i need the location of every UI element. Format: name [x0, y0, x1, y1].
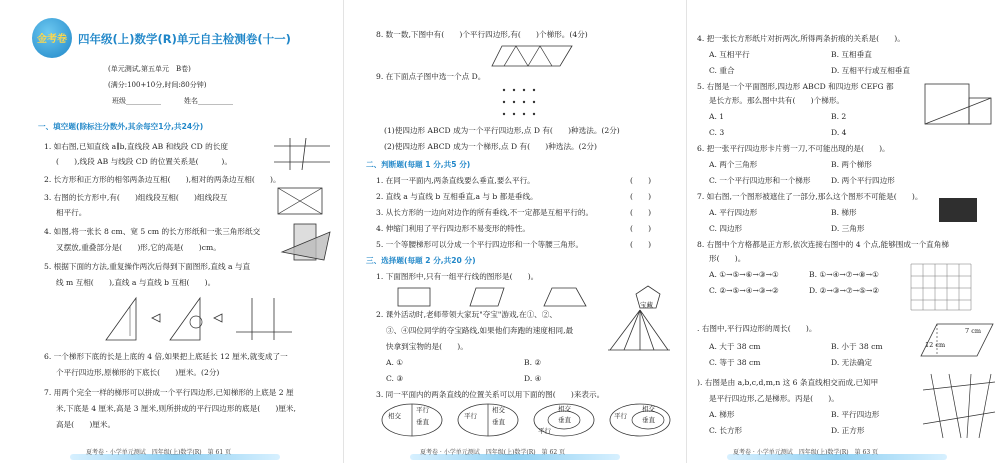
choice-1: 1. 下面图形中,只有一组平行线的图形是( )。	[376, 272, 539, 281]
choice-5-line2: 是长方形。那么图中共有( )个梯形。	[709, 96, 845, 105]
section-fill-in: 一、填空题(除标注分数外,其余每空1分,共24分)	[38, 122, 204, 131]
judge-3: 3. 从长方形的一边向对边作的所有垂线,不一定都是互相平行的。	[376, 208, 594, 217]
venn-b-label-parallel: 平行	[464, 412, 477, 420]
choice-4-option-a[interactable]: A. 互相平行	[709, 50, 750, 59]
parallelogram-strip-figure	[490, 44, 574, 68]
rectangle-diagonals-figure	[276, 186, 324, 216]
choice-3: 3. 同一平面内的两条直线的位置关系可以用下面的图( )来表示。	[376, 390, 605, 399]
choice-2-line1: 2. 课外活动时,老师带领大家玩"夺宝"游戏,在①、②、	[376, 310, 557, 319]
q7-line1: 7. 用两个完全一样的梯形可以拼成一个平行四边形,已知梯形的上底是 2 厘	[44, 388, 294, 397]
choice-5-option-c[interactable]: C. 3	[709, 128, 725, 137]
choice-10-option-a[interactable]: A. 梯形	[709, 410, 735, 419]
parallel-lines-figure	[272, 136, 332, 172]
choice-8-option-a[interactable]: A. ①→⑤→⑥→③→①	[709, 270, 779, 279]
choice-6-option-c[interactable]: C. 一个平行四边形和一个梯形	[709, 176, 811, 185]
judge-3-answer-box[interactable]: ( )	[630, 208, 652, 217]
choice-8-line2: 形( )。	[709, 254, 746, 263]
page-62	[343, 0, 686, 463]
rectangles-figure	[921, 80, 995, 130]
name-label: 姓名__________	[184, 97, 233, 105]
q9-part1: (1)使四边形 ABCD 成为一个平行四边形,点 D 有( )种选法。(2分)	[384, 126, 620, 135]
venn-d-label-intersect: 相交	[642, 405, 655, 413]
choice-2-line3: 快拿到宝物的是( )。	[386, 342, 468, 351]
choice-5-option-b[interactable]: B. 2	[831, 112, 847, 121]
page-footer: 夏考卷 · 小学单元测试 四年级(上)数学(R) 第 61 页	[86, 449, 232, 456]
q4-line1: 4. 如图,将一张长 8 cm、宽 5 cm 的长方形纸和一张三角形纸交	[44, 227, 261, 236]
choice-8-option-b[interactable]: B. ①→④→⑦→⑧→①	[809, 270, 879, 279]
section-choice: 三、选择题(每题 2 分,共20 分)	[366, 256, 476, 265]
unit-subtitle: (单元测试,第五单元 B卷)	[108, 65, 191, 73]
judge-2: 2. 直线 a 与直线 b 互相垂直,a 与 b 都是垂线。	[376, 192, 538, 201]
choice-7-option-b[interactable]: B. 梯形	[831, 208, 857, 217]
choice-10-option-b[interactable]: B. 平行四边形	[831, 410, 880, 419]
choice-5-line1: 5. 右图是一个平面图形,四边形 ABCD 和四边形 CEFG 都	[697, 82, 894, 91]
venn-b-label-intersect: 相交	[492, 406, 505, 414]
venn-b-label-perpendicular: 垂直	[492, 418, 505, 426]
choice-4: 4. 把一张长方形纸片对折两次,所得两条折痕的关系是( )。	[697, 34, 905, 43]
q8: 8. 数一数,下图中有( )个平行四边形,有( )个梯形。(4分)	[376, 30, 588, 39]
venn-d-label-perpendicular: 垂直	[642, 416, 655, 424]
choice-2-option-c[interactable]: C. ③	[386, 374, 404, 383]
choice-9-option-a[interactable]: A. 大于 38 cm	[709, 342, 761, 351]
covered-shape-figure	[939, 198, 977, 222]
choice-2-option-a[interactable]: A. ①	[386, 358, 404, 367]
judge-1-answer-box[interactable]: ( )	[630, 176, 652, 185]
page-61	[0, 0, 343, 463]
venn-c-label-perpendicular: 垂直	[558, 416, 571, 424]
choice-9-option-d[interactable]: D. 无法确定	[831, 358, 873, 367]
dimension-7cm: 7 cm	[965, 327, 982, 335]
choice-10-option-d[interactable]: D. 正方形	[831, 426, 865, 435]
page-footer: 夏考卷 · 小学单元测试 四年级(上)数学(R) 第 63 页	[733, 449, 879, 456]
q4-line2: 叉摆放,重叠部分是( )形,它的高是( )cm。	[56, 243, 221, 252]
choice-5-option-a[interactable]: A. 1	[709, 112, 725, 121]
q3-line2: 相平行。	[56, 208, 87, 217]
judge-4: 4. 伸缩门利用了平行四边形不易变形的特性。	[376, 224, 530, 233]
overlap-figure	[280, 222, 332, 262]
venn-a-label-perpendicular: 垂直	[416, 418, 429, 426]
q5-line2: 线 m 互相( ),直线 a 与直线 b 互相( )。	[56, 278, 216, 287]
class-label: 班级__________	[112, 97, 161, 105]
section-judge: 二、判断题(每题 1 分,共5 分)	[366, 160, 471, 169]
judge-5-answer-box[interactable]: ( )	[630, 240, 652, 249]
choice-6-option-a[interactable]: A. 两个三角形	[709, 160, 758, 169]
judge-1: 1. 在同一平面内,两条直线要么垂直,要么平行。	[376, 176, 535, 185]
q5-line1: 5. 根据下面的方法,重复操作两次后得到下面图形,直线 a 与直	[44, 262, 251, 271]
choice-10-option-c[interactable]: C. 长方形	[709, 426, 743, 435]
choice-2-line2: ③、④四位同学的夺宝路线,如果他们奔跑的速度相同,最	[386, 326, 574, 335]
page-footer: 夏考卷 · 小学单元测试 四年级(上)数学(R) 第 62 页	[420, 449, 566, 456]
choice-7-option-c[interactable]: C. 四边形	[709, 224, 743, 233]
score-info: (满分:100+10分,时间:80分钟)	[108, 81, 207, 89]
q1-line1: 1. 如右图,已知直线 a∥b,直线段 AB 和线段 CD 的长度	[44, 142, 228, 151]
q7-line3: 高是( )厘米。	[56, 420, 116, 429]
q6-line1: 6. 一个梯形下底的长是上底的 4 倍,如果把上底延长 12 厘米,就变成了一	[44, 352, 288, 361]
choice-4-option-d[interactable]: D. 互相平行或互相垂直	[831, 66, 910, 75]
q2: 2. 长方形和正方形的相邻两条边互相( ),相对的两条边互相( )。	[44, 175, 281, 184]
choice-7-option-d[interactable]: D. 三角形	[831, 224, 865, 233]
q9-line1: 9. 在下面点子图中选一个点 D。	[376, 72, 486, 81]
choice-4-option-c[interactable]: C. 重合	[709, 66, 735, 75]
venn-a-label-intersect: 相交	[388, 412, 401, 420]
choice-9-option-c[interactable]: C. 等于 38 cm	[709, 358, 761, 367]
page-63	[686, 0, 1000, 463]
q7-line2: 米,下底是 4 厘米,高是 3 厘米,则所拼成的平行四边形的底是( )厘米,	[56, 404, 296, 413]
dot-grid-figure	[498, 86, 542, 122]
choice-7-option-a[interactable]: A. 平行四边形	[709, 208, 758, 217]
q3-line1: 3. 右图的长方形中,有( )组线段互相( )组线段互	[44, 193, 228, 202]
choice-5-option-d[interactable]: D. 4	[831, 128, 847, 137]
venn-d-label-parallel: 平行	[614, 412, 627, 420]
choice-6-option-d[interactable]: D. 两个平行四边形	[831, 176, 895, 185]
choice-2-option-b[interactable]: B. ②	[524, 358, 542, 367]
venn-c-label-intersect: 相交	[558, 405, 571, 413]
choice-8-option-c[interactable]: C. ②→⑤→④→③→②	[709, 286, 779, 295]
choice-6-option-b[interactable]: B. 两个梯形	[831, 160, 872, 169]
square-grid-figure	[909, 262, 975, 312]
choice-4-option-b[interactable]: B. 互相垂直	[831, 50, 872, 59]
choice-8-line1: 8. 右图中个方格都是正方形,依次连接右图中的 4 个点,能够围成一个直角梯	[697, 240, 949, 249]
treasure-paths-figure	[606, 308, 672, 354]
choice-10-line1: ). 右图是由 a,b,c,d,m,n 这 6 条直线相交而成,已知甲	[697, 378, 879, 387]
intersecting-lines-figure	[921, 372, 997, 440]
choice-9-option-b[interactable]: B. 小于 38 cm	[831, 342, 883, 351]
choice-9: . 右图中,平行四边形的周长( )。	[697, 324, 817, 333]
venn-c-label-parallel: 平行	[538, 427, 551, 435]
choice-6: 6. 把一张平行四边形卡片剪一刀,不可能出现的是( )。	[697, 144, 890, 153]
judge-2-answer-box[interactable]: ( )	[630, 192, 652, 201]
judge-4-answer-box[interactable]: ( )	[630, 224, 652, 233]
q9-part2: (2)使四边形 ABCD 成为一个梯形,点 D 有( )种选法。(2分)	[384, 142, 597, 151]
triangle-ruler-steps-figure	[96, 292, 296, 344]
venn-a-label-parallel: 平行	[416, 406, 429, 414]
choice-2-option-d[interactable]: D. ④	[524, 374, 542, 383]
judge-5: 5. 一个等腰梯形可以分成一个平行四边形和一个等腰三角形。	[376, 240, 584, 249]
logo: 金考卷	[32, 18, 72, 58]
q1-line2: ( ),线段 AB 与线段 CD 的位置关系是( )。	[56, 157, 232, 166]
choice-7: 7. 如右图,一个图形被遮住了一部分,那么这个图形不可能是( )。	[697, 192, 923, 201]
page-title: 四年级(上)数学(R)单元自主检测卷(十一)	[78, 32, 291, 46]
q6-line2: 个平行四边形,原梯形的下底长( )厘米。(2分)	[56, 368, 220, 377]
choice-10-line2: 是平行四边形,乙是梯形。丙是( )。	[709, 394, 839, 403]
choice-8-option-d[interactable]: D. ②→③→⑦→⑤→②	[809, 286, 880, 295]
treasure-label: 宝藏	[640, 301, 653, 309]
dimension-12cm: 12 cm	[925, 341, 946, 349]
